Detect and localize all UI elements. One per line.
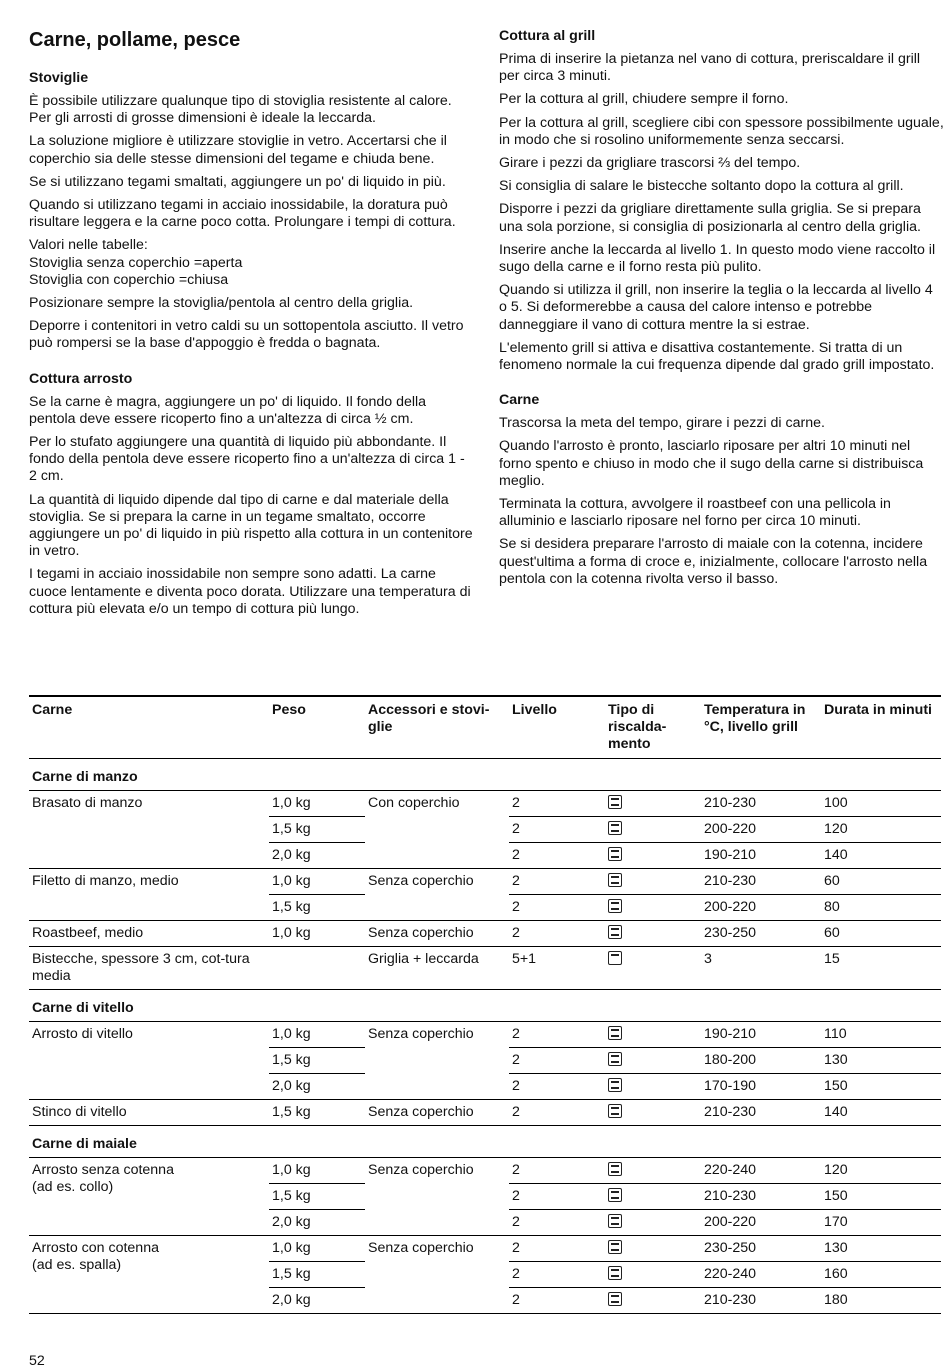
paragraph: Trascorsa la meta del tempo, girare i pezzi di carne. <box>499 415 825 432</box>
table-row <box>29 1022 941 1048</box>
top-bottom-heat-icon <box>608 1292 622 1306</box>
level-cell: 2 <box>509 895 605 921</box>
top-bottom-heat-icon <box>608 1104 622 1118</box>
temperature-cell: 220-240 <box>701 1158 821 1184</box>
heating-mode-cell <box>605 1158 701 1184</box>
column-header: Durata in minuti <box>821 696 941 759</box>
accessory-cell: Senza coperchio <box>365 869 509 921</box>
paragraph: Deporre i contenitori in vetro caldi su un sottopentola asciutto. Il vetro può rompersi se la base d'appoggio è fredda o bagnata. <box>29 318 464 352</box>
duration-cell: 170 <box>821 1210 941 1236</box>
temperature-cell: 230-250 <box>701 921 821 947</box>
weight-cell: 1,5 kg <box>269 1100 365 1126</box>
paragraph: È possibile utilizzare qualunque tipo di stoviglia resistente al calore. Per gli arrosti di grosse dimensioni è ideale la leccarda. <box>29 93 452 127</box>
duration-cell: 140 <box>821 1100 941 1126</box>
duration-cell: 60 <box>821 869 941 895</box>
table-row <box>29 1158 941 1184</box>
duration-cell: 60 <box>821 921 941 947</box>
meat-name: Roastbeef, medio <box>29 921 269 947</box>
level-cell: 2 <box>509 1262 605 1288</box>
accessory-cell: Senza coperchio <box>365 1158 509 1236</box>
temperature-cell: 210-230 <box>701 869 821 895</box>
paragraph: La quantità di liquido dipende dal tipo di carne e dal materiale della stoviglia. Se si prepara la carne in un tegame smaltato, occorre aggiungere un po' di liquido in più rispetto alla cottura in un contenitore in vetro. <box>29 491 473 560</box>
cooking-table <box>29 695 941 1314</box>
category-row <box>29 759 941 791</box>
grill-mode-icon <box>608 951 622 965</box>
accessory-cell: Senza coperchio <box>365 1100 509 1126</box>
top-bottom-heat-icon <box>608 899 622 913</box>
section-heading: Stoviglie <box>29 70 89 86</box>
category-name: Carne di maiale <box>29 1126 941 1158</box>
paragraph: Disporre i pezzi da grigliare direttamente sulla griglia. Se si prepara una sola porzione, si consiglia di posizionarla al centro della griglia. <box>499 201 921 235</box>
heating-mode-cell <box>605 1048 701 1074</box>
heating-mode-cell <box>605 817 701 843</box>
paragraph: Prima di inserire la pietanza nel vano di cottura, preriscaldare il grill per circa 3 minuti. <box>499 51 921 85</box>
heating-mode-cell <box>605 791 701 817</box>
duration-cell: 130 <box>821 1236 941 1262</box>
temperature-cell: 210-230 <box>701 1100 821 1126</box>
heating-mode-cell <box>605 895 701 921</box>
weight-cell: 2,0 kg <box>269 1288 365 1314</box>
category-row <box>29 1126 941 1158</box>
heating-mode-cell <box>605 1022 701 1048</box>
column-header: Tipo di riscalda-mento <box>605 696 701 759</box>
top-bottom-heat-icon <box>608 821 622 835</box>
paragraph: Posizionare sempre la stoviglia/pentola al centro della griglia. <box>29 295 414 312</box>
meat-name: Filetto di manzo, medio <box>29 869 269 921</box>
temperature-cell: 200-220 <box>701 817 821 843</box>
paragraph: Valori nelle tabelle: Stoviglia senza coperchio =aperta Stoviglia con coperchio =chiusa <box>29 237 243 288</box>
level-cell: 2 <box>509 1048 605 1074</box>
level-cell: 2 <box>509 1184 605 1210</box>
duration-cell: 160 <box>821 1262 941 1288</box>
heating-mode-cell <box>605 947 701 990</box>
level-cell: 2 <box>509 1236 605 1262</box>
weight-cell: 1,0 kg <box>269 1022 365 1048</box>
accessory-cell: Con coperchio <box>365 791 509 869</box>
temperature-cell: 200-220 <box>701 895 821 921</box>
top-bottom-heat-icon <box>608 1078 622 1092</box>
page-title: Carne, pollame, pesce <box>29 29 241 51</box>
table-row <box>29 947 941 990</box>
weight-cell: 1,0 kg <box>269 869 365 895</box>
table-row <box>29 791 941 817</box>
temperature-cell: 210-230 <box>701 1288 821 1314</box>
level-cell: 2 <box>509 1100 605 1126</box>
level-cell: 2 <box>509 1210 605 1236</box>
temperature-cell: 210-230 <box>701 1184 821 1210</box>
duration-cell: 120 <box>821 1158 941 1184</box>
top-bottom-heat-icon <box>608 1162 622 1176</box>
left-column <box>29 28 474 624</box>
temperature-cell: 170-190 <box>701 1074 821 1100</box>
category-row <box>29 990 941 1022</box>
category-name: Carne di vitello <box>29 990 941 1022</box>
temperature-cell: 190-210 <box>701 843 821 869</box>
temperature-cell: 180-200 <box>701 1048 821 1074</box>
top-bottom-heat-icon <box>608 1266 622 1280</box>
level-cell: 2 <box>509 843 605 869</box>
paragraph: Inserire anche la leccarda al livello 1. In questo modo viene raccolto il sugo della carne e il forno resta più pulito. <box>499 241 936 276</box>
paragraph: Si consiglia di salare le bistecche soltanto dopo la cottura al grill. <box>499 178 904 195</box>
meat-name: Stinco di vitello <box>29 1100 269 1126</box>
top-bottom-heat-icon <box>608 1026 622 1040</box>
weight-cell: 2,0 kg <box>269 1074 365 1100</box>
column-header: Accessori e stovi-glie <box>365 696 509 759</box>
category-name: Carne di manzo <box>29 759 941 791</box>
temperature-cell: 190-210 <box>701 1022 821 1048</box>
table-header-row <box>29 696 941 759</box>
paragraph: Se si desidera preparare l'arrosto di maiale con la cotenna, incidere quest'ultima a forma di croce e, inizialmente, collocare l'arrosto nella pentola con la cotenna rivolta verso il basso. <box>499 536 928 587</box>
duration-cell: 110 <box>821 1022 941 1048</box>
heating-mode-cell <box>605 1236 701 1262</box>
duration-cell: 100 <box>821 791 941 817</box>
level-cell: 2 <box>509 921 605 947</box>
column-header: Livello <box>509 696 605 759</box>
weight-cell: 1,5 kg <box>269 1048 365 1074</box>
level-cell: 2 <box>509 1022 605 1048</box>
table-row <box>29 1100 941 1126</box>
duration-cell: 140 <box>821 843 941 869</box>
weight-cell: 1,5 kg <box>269 817 365 843</box>
level-cell: 2 <box>509 1158 605 1184</box>
paragraph: I tegami in acciaio inossidabile non sempre sono adatti. La carne cuoce lentamente e diventa poco dorata. Utilizzare una temperatura di cottura più elevata e/o un tempo di cottura più lungo. <box>29 566 471 617</box>
duration-cell: 150 <box>821 1074 941 1100</box>
paragraph: La soluzione migliore è utilizzare stoviglie in vetro. Accertarsi che il coperchio sia delle stesse dimensioni del tegame e chiuda bene. <box>29 133 447 167</box>
level-cell: 2 <box>509 791 605 817</box>
paragraph: Per lo stufato aggiungere una quantità di liquido più abbondante. Il fondo della pentola deve essere ricoperto fino a un'altezza di circa 1 - 2 cm. <box>29 434 465 485</box>
top-bottom-heat-icon <box>608 1052 622 1066</box>
paragraph: Terminata la cottura, avvolgere il roastbeef con una pellicola in alluminio e lasciarlo riposare nel forno per circa 10 minuti. <box>499 496 891 530</box>
temperature-cell: 210-230 <box>701 791 821 817</box>
weight-cell: 2,0 kg <box>269 843 365 869</box>
meat-name: Arrosto di vitello <box>29 1022 269 1100</box>
heating-mode-cell <box>605 921 701 947</box>
table-row <box>29 869 941 895</box>
duration-cell: 150 <box>821 1184 941 1210</box>
right-sections <box>499 28 944 588</box>
weight-cell: 1,5 kg <box>269 1184 365 1210</box>
temperature-cell: 3 <box>701 947 821 990</box>
level-cell: 2 <box>509 869 605 895</box>
meat-name: Bistecche, spessore 3 cm, cot-tura media <box>29 947 269 990</box>
duration-cell: 80 <box>821 895 941 921</box>
page-number: 52 <box>29 1353 45 1369</box>
temperature-cell: 220-240 <box>701 1262 821 1288</box>
paragraph: Per la cottura al grill, scegliere cibi con spessore possibilmente uguale, in modo che si rosolino uniformemente senza seccarsi. <box>499 114 944 148</box>
weight-cell <box>269 947 365 990</box>
right-column <box>499 28 944 594</box>
column-header: Temperatura in °C, livello grill <box>701 696 821 759</box>
paragraph: Girare i pezzi da grigliare trascorsi ⅔ del tempo. <box>499 155 801 172</box>
duration-cell: 130 <box>821 1048 941 1074</box>
heating-mode-cell <box>605 1262 701 1288</box>
accessory-cell: Senza coperchio <box>365 921 509 947</box>
top-bottom-heat-icon <box>608 925 622 939</box>
weight-cell: 1,0 kg <box>269 1236 365 1262</box>
table-row <box>29 921 941 947</box>
heating-mode-cell <box>605 1100 701 1126</box>
paragraph: Quando l'arrosto è pronto, lasciarlo riposare per altri 10 minuti nel forno spento e chiuso in modo che il sugo della carne si distribuisca meglio. <box>499 438 924 489</box>
weight-cell: 1,0 kg <box>269 1158 365 1184</box>
weight-cell: 1,0 kg <box>269 921 365 947</box>
heating-mode-cell <box>605 843 701 869</box>
accessory-cell: Griglia + leccarda <box>365 947 509 990</box>
section-heading: Cottura arrosto <box>29 370 133 387</box>
accessory-cell: Senza coperchio <box>365 1236 509 1314</box>
weight-cell: 1,5 kg <box>269 895 365 921</box>
paragraph: Se la carne è magra, aggiungere un po' di liquido. Il fondo della pentola deve essere ricoperto fino a un'altezza di circa ½ cm. <box>29 393 427 427</box>
duration-cell: 120 <box>821 817 941 843</box>
weight-cell: 1,5 kg <box>269 1262 365 1288</box>
meat-name: Arrosto con cotenna (ad es. spalla) <box>29 1236 269 1314</box>
column-header: Carne <box>29 696 269 759</box>
paragraph: Per la cottura al grill, chiudere sempre il forno. <box>499 91 789 108</box>
table-body <box>29 759 941 1314</box>
heating-mode-cell <box>605 1184 701 1210</box>
top-bottom-heat-icon <box>608 795 622 809</box>
heating-mode-cell <box>605 1210 701 1236</box>
top-bottom-heat-icon <box>608 873 622 887</box>
weight-cell: 2,0 kg <box>269 1210 365 1236</box>
duration-cell: 180 <box>821 1288 941 1314</box>
weight-cell: 1,0 kg <box>269 791 365 817</box>
duration-cell: 15 <box>821 947 941 990</box>
meat-name: Arrosto senza cotenna (ad es. collo) <box>29 1158 269 1236</box>
top-bottom-heat-icon <box>608 1188 622 1202</box>
paragraph: Quando si utilizzano tegami in acciaio inossidabile, la doratura può risultare leggera e la carne poco cotta. Prolungare i tempi di cottura. <box>29 197 456 231</box>
heating-mode-cell <box>605 1074 701 1100</box>
section-heading: Cottura al grill <box>499 28 596 44</box>
meat-name: Brasato di manzo <box>29 791 269 869</box>
column-header: Peso <box>269 696 365 759</box>
paragraph: Quando si utilizza il grill, non inserire la teglia o la leccarda al livello 4 o 5. Si deformerebbe a causa del calore intenso e potrebbe danneggiare il vano di cottura mentre la si estrae. <box>499 282 933 333</box>
heating-mode-cell <box>605 1288 701 1314</box>
left-sections <box>29 70 474 618</box>
top-bottom-heat-icon <box>608 847 622 861</box>
top-bottom-heat-icon <box>608 1240 622 1254</box>
table-row <box>29 1236 941 1262</box>
level-cell: 2 <box>509 1074 605 1100</box>
section-heading: Carne <box>499 392 540 409</box>
temperature-cell: 200-220 <box>701 1210 821 1236</box>
heating-mode-cell <box>605 869 701 895</box>
paragraph: L'elemento grill si attiva e disattiva costantemente. Si tratta di un fenomeno normale la cui frequenza dipende dal grado grill impostato. <box>499 339 935 374</box>
level-cell: 5+1 <box>509 947 605 990</box>
paragraph: Se si utilizzano tegami smaltati, aggiungere un po' di liquido in più. <box>29 173 446 190</box>
accessory-cell: Senza coperchio <box>365 1022 509 1100</box>
level-cell: 2 <box>509 1288 605 1314</box>
top-bottom-heat-icon <box>608 1214 622 1228</box>
temperature-cell: 230-250 <box>701 1236 821 1262</box>
level-cell: 2 <box>509 817 605 843</box>
